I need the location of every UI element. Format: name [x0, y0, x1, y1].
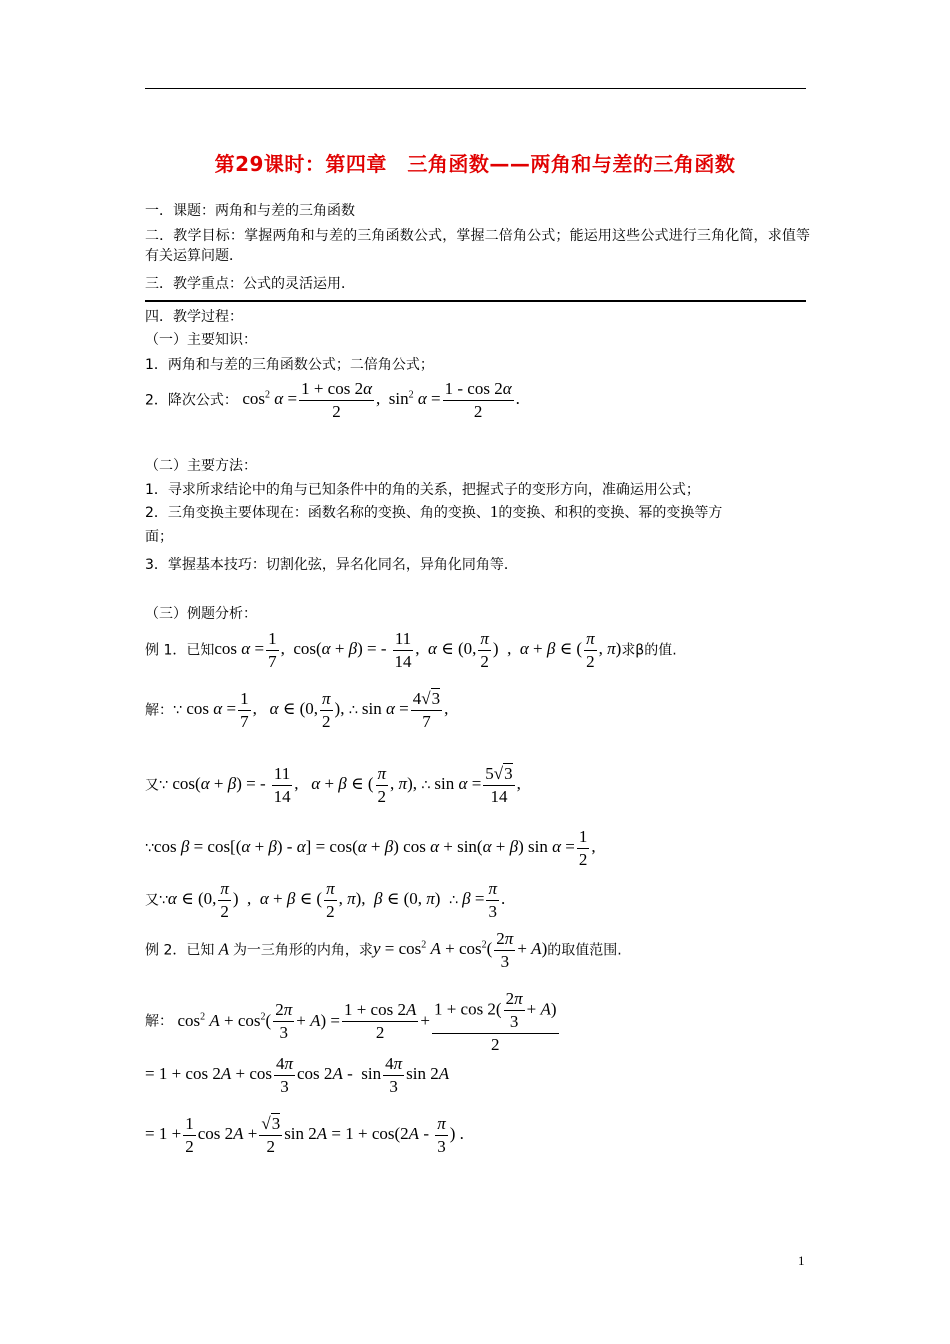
formula-cos-reduce: $\cos^2 \alpha$ = $\frac{1 + \cos 2\alpha}{2}$ , $\sin^2 \alpha$ = $\frac{1 - \cos 2\alpha}{2}$ . — [242, 379, 520, 421]
method-item-2: 2．三角变换主要体现在：函数名称的变换、角的变换、1的变换、和积的变换、幂的变换等方 — [145, 502, 723, 521]
solution-2-step-1: 解： $\cos^2 A + \cos^2$( $\frac{2\pi}{3}$ + A) = $\frac{1 + \cos 2A}{2}$ + 1 + cos 2( $\frac{2\pi}{3}$ + A) 2 — [145, 989, 557, 1054]
solution-1-step-3: ∵cos β = cos[(α + β) - α] = cos(α + β) cos α + sin(α + β) sin α = $\frac{1}{2}$ , — [145, 827, 596, 869]
method-item-1: 1．寻求所求结论中的角与已知条件中的角的关系，把握式子的变形方向，准确运用公式； — [145, 482, 700, 498]
method-item-2-cont: 面； — [145, 529, 173, 545]
solution-2-step-2: = 1 + cos 2A + cos $\frac{4\pi}{3}$ cos 2A - sin $\frac{4\pi}{3}$ sin 2A — [145, 1054, 450, 1096]
section-key-point: 三．教学重点：公式的灵活运用． — [145, 276, 355, 292]
example-2: 例 2．已知 A 为一三角形的内角，求$y = \cos^2 A + \cos^2$( $\frac{2\pi}{3}$ + A)的取值范围. — [145, 929, 622, 971]
method-item-3: 3．掌握基本技巧：切割化弦，异名化同名，异角化同角等． — [145, 557, 518, 573]
example-1-formula: cos α = $\frac{1}{7}$ , cos(α + β) = - $\frac{11}{14}$ , α ∈ (0, $\frac{\pi}{2}$ ) , α + β ∈ ( $\frac{\pi}{2}$ , π) — [214, 629, 622, 671]
page-number: 1 — [798, 1253, 805, 1268]
solution-1-step-4: 又∵α ∈ (0, $\frac{\pi}{2}$ ) , α + β ∈ ( $\frac{\pi}{2}$ , π), β ∈ (0, π) ∴ β = $\frac{\pi}{3}$ . — [145, 879, 506, 921]
solution-1-step-1: 解：∵ cos α = $\frac{1}{7}$ , α ∈ (0, $\frac{\pi}{2}$ ), ∴ sin α = $\frac{4√3}{7}$ , — [145, 689, 449, 731]
header-rule — [145, 88, 806, 89]
part-knowledge: （一）主要知识： — [145, 332, 257, 348]
knowledge-item-2 — [145, 380, 520, 421]
part-examples: （三）例题分析： — [145, 606, 257, 622]
part-methods: （二）主要方法： — [145, 458, 257, 474]
section-process: 四．教学过程： — [145, 309, 243, 325]
knowledge-item-1: 1．两角和与差的三角函数公式；二倍角公式； — [145, 357, 434, 373]
solution-1-step-2: 又∵ cos(α + β) = - $\frac{11}{14}$ , α + β ∈ ( $\frac{\pi}{2}$ , π), ∴ sin α = $\frac{5√3}{14}$ , — [145, 764, 521, 806]
example-1: 例 1．已知cos α = $\frac{1}{7}$ , cos(α + β) = - $\frac{11}{14}$ , α ∈ (0, $\frac{\pi}{2}$ ) , α + β ∈ ( $\frac{\pi}{2}$ , π)求β的值. — [145, 629, 677, 671]
section-objectives: 二．教学目标：掌握两角和与差的三角函数公式，掌握二倍角公式；能运用这些公式进行三角化简，求值等有关运算问题． — [145, 228, 810, 264]
section-divider — [145, 300, 806, 302]
example-2-formula: $y = \cos^2 A + \cos^2$( $\frac{2\pi}{3}$ + A) — [372, 929, 548, 971]
solution-2-step-3: = 1 + $\frac{1}{2}$ cos 2A + $\frac{√3}{2}$ sin 2A = 1 + cos(2A - $\frac{\pi}{3}$ ) . — [145, 1114, 464, 1156]
section-topic: 一．课题：两角和与差的三角函数 — [145, 203, 355, 219]
knowledge-item-2-label: 2．降次公式： — [145, 392, 238, 409]
page-title: 第29课时：第四章 三角函数——两角和与差的三角函数 — [214, 152, 736, 176]
